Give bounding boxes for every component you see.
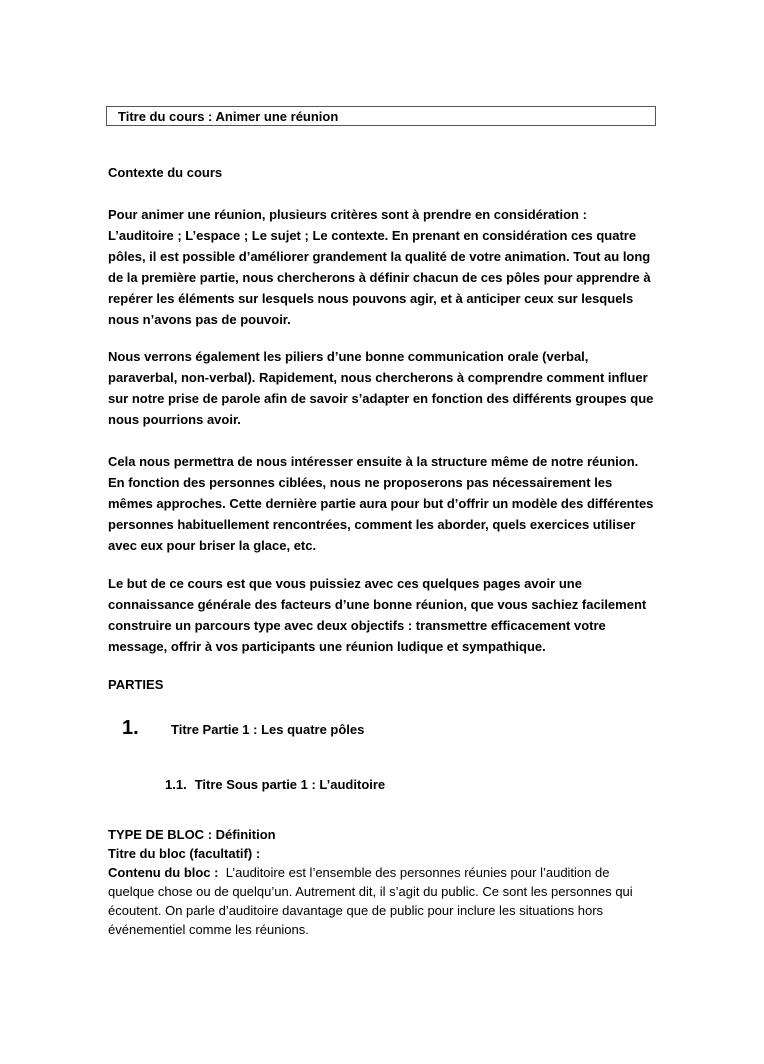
block-content-label: Contenu du bloc : [108,865,219,880]
course-title-box [106,106,656,126]
block-content-line [108,863,656,939]
block-type-label: TYPE DE BLOC [108,827,205,842]
parts-heading: PARTIES [108,677,164,692]
paragraph-communication: Nous verrons également les piliers d’une bonne communication orale (verbal, paraverbal, non-verbal). Rapidement, nous chercherons à comprendre comment influer sur notre prise de parole afin de savoir s’adapter en fonction des différents groupes que nous pourrions avoir. [108,349,654,427]
block-type-value: Définition [215,827,276,842]
block-title-line [108,844,656,863]
block-content-text: L’auditoire est l’ensemble des personnes réunies pour l’audition de quelque chose ou de quelqu’un. Autrement dit, il s’agit du public. Ce sont les personnes qui écoutent. On parle d’auditoire davantage que de public pour inclure les situations hors événementiel comme les réunions. [108,865,633,937]
paragraph-goal: Le but de ce cours est que vous puissiez avec ces quelques pages avoir une connaissance générale des facteurs d’une bonne réunion, que vous sachiez facilement construire un parcours type avec deux objectifs : transmettre efficacement votre message, offrir à vos participants une réunion ludique et sympathique. [108,576,647,654]
block-title-label: Titre du bloc (facultatif) : [108,846,261,861]
course-title: Titre du cours : Animer une réunion [118,109,339,124]
subpart-number: 1.1. [165,777,187,792]
part-title: Titre Partie 1 : Les quatre pôles [171,722,365,737]
paragraph-intro: Pour animer une réunion, plusieurs critères sont à prendre en considération : L’auditoire ; L’espace ; Le sujet ; Le contexte. En prenant en considération ces quatre pôles, il est possible d’améliorer grandement la qualité de votre animation. Tout au long de la première partie, nous chercherons à définir chacun de ces pôles pour apprendre à repérer les éléments sur lesquels nous pouvons agir, et à anticiper ceux sur lesquels nous n’avons pas de pouvoir. [108,207,651,327]
subpart-title: Titre Sous partie 1 : L’auditoire [194,777,386,792]
block-type-line [108,825,656,844]
context-heading: Contexte du cours [108,165,223,180]
paragraph-structure: Cela nous permettra de nous intéresser ensuite à la structure même de notre réunion. En fonction des personnes ciblées, nous ne proposerons pas nécessairement les mêmes approches. Cette dernière partie aura pour but d’offrir un modèle des différentes personnes habituellement rencontrées, comment les aborder, quels exercices utiliser avec eux pour briser la glace, etc. [108,454,654,553]
subpart-heading [165,777,385,793]
part-number: 1. [122,717,139,739]
block-type-separator: : [204,827,216,842]
content-block [108,825,656,939]
part-heading [122,716,622,742]
